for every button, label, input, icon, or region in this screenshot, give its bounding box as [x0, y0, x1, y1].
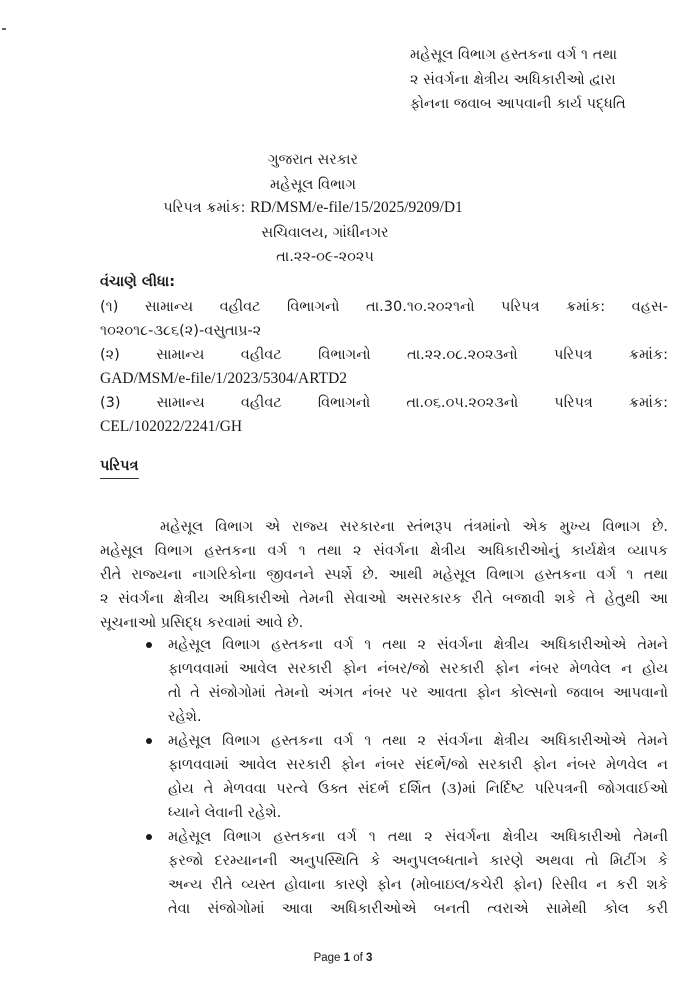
reference-line: ૧૦૨૦૧૮-૩૮૬(૨)-વસુતાપ્ર-૨ [100, 323, 262, 339]
references-title: વંચાણે લીધા: [100, 274, 176, 290]
scan-mark [2, 28, 6, 30]
intro-line: મહેસૂલ વિભાગ હસ્તકના વર્ગ ૧ તથા ૨ સંવર્ગના ક્ષેત્રીય અધિકારીઓનું કાર્યક્ષેત્ર વ્યાપક [100, 543, 668, 559]
circular-number: RD/MSM/e-file/15/2025/9209/D1 [250, 199, 463, 216]
reference-line: (3) સામાન્ય વહીવટ વિભાગનો તા.૦૬.૦૫.૨૦૨૩નો પરિપત્ર ક્રમાંક: [100, 395, 668, 411]
bullet-icon [146, 738, 152, 744]
reference-line: CEL/102022/2241/GH [100, 418, 243, 435]
intro-line: રીતે રાજ્યના નાગરિકોના જીવનને સ્પર્શે છે. આથી મહેસૂલ વિભાગ હસ્તકના વર્ગ ૧ તથા [100, 567, 668, 583]
department-name: મહેસૂલ વિભાગ [270, 177, 356, 193]
bullet-line: ફાળવવામાં આવેલ સરકારી ફોન નંબર/જો સરકારી ફોન નંબર મેળવેલ ન હોય [168, 661, 668, 677]
bullet-line: રહેશે. [168, 709, 202, 725]
subject-line: ૨ સંવર્ગના ક્ષેત્રીય અધિકારીઓ દ્વારા [410, 72, 616, 88]
date: તા.૨૨-૦૯-૨૦૨૫ [276, 249, 374, 265]
bullet-line: તેવા સંજોગોમાં આવા અધિકારીઓએ બનતી ત્વરાએ સામેથી કોલ કરી [168, 901, 668, 917]
bullet-line: ધ્યાને લેવાની રહેશે. [168, 805, 282, 821]
bullet-icon [146, 834, 152, 840]
page-number: Page 1 of 3 [313, 952, 373, 964]
bullet-line: મહેસૂલ વિભાગ હસ્તકના વર્ગ ૧ તથા ૨ સંવર્ગના ક્ષેત્રીય અધિકારીઓએ તેમને [168, 637, 668, 653]
reference-line: GAD/MSM/e-file/1/2023/5304/ARTD2 [100, 370, 348, 387]
subject-line: ફોનના જવાબ આપવાની કાર્ય પદ્ધતિ [410, 96, 626, 112]
intro-line: મહેસૂલ વિભાગ એ રાજ્ય સરકારના સ્તંભરૂપ તંત્રમાંનો એક મુખ્ય વિભાગ છે. [160, 519, 668, 535]
place: સચિવાલય, ગાંધીનગર [261, 225, 389, 241]
circular-number-line [0, 198, 656, 218]
bullet-line: અન્ય રીતે વ્યસ્ત હોવાના કારણે ફોન (મોબાઇલ/કચેરી ફોન) રિસીવ ન કરી શકે [168, 877, 668, 893]
subject-line: મહેસૂલ વિભાગ હસ્તકના વર્ગ ૧ તથા [410, 47, 618, 63]
circular-label: પરિપત્ર ક્રમાંક: [163, 200, 246, 216]
government-name: ગુજરાત સરકાર [267, 152, 359, 168]
bullet-line: તો તે સંજોગોમાં તેમનો અંગત નંબર પર આવતા ફોન કોલ્સનો જવાબ આપવાનો [168, 685, 668, 701]
bullet-line: મહેસૂલ વિભાગ હસ્તકના વર્ગ ૧ તથા ૨ સંવર્ગના ક્ષેત્રીય અધિકારીઓએ તેમને [168, 733, 668, 749]
bullet-line: મહેસૂલ વિભાગ હસ્તકના વર્ગ ૧ તથા ૨ સંવર્ગના ક્ષેત્રીય અધિકારીઓ તેમની [168, 829, 668, 845]
bullet-icon [146, 642, 152, 648]
section-heading: પરિપત્ર [100, 456, 139, 479]
reference-line: (૧) સામાન્ય વહીવટ વિભાગનો તા.30.૧૦.૨૦૨૧નો પરિપત્ર ક્રમાંક: વહસ- [100, 299, 668, 315]
bullet-line: ફાળવવામાં આવેલ સરકારી ફોન નંબર સંદર્ભે/જો સરકારી ફોન નંબર મેળવેલ ન [168, 757, 668, 773]
bullet-line: હોય તે મેળવવા પરત્વે ઉક્ત સંદર્ભ દર્શિત (૩)માં નિર્દિષ્ટ પરિપત્રની જોગવાઈઓ [168, 781, 668, 797]
reference-line: (૨) સામાન્ય વહીવટ વિભાગનો તા.૨૨.૦૮.૨૦૨૩નો પરિપત્ર ક્રમાંક: [100, 347, 668, 363]
bullet-line: ફરજો દરમ્યાનની અનુપસ્થિતિ કે અનુપલબ્ધતાને કારણે અથવા તો મિટીંગ કે [168, 853, 668, 869]
intro-line: ૨ સંવર્ગના ક્ષેત્રીય અધિકારીઓ તેમની સેવાઓ અસરકારક રીતે બજાવી શકે તે હેતુથી આ [100, 591, 668, 607]
intro-line: સૂચનાઓ પ્રસિદ્ધ કરવામાં આવે છે. [100, 615, 304, 631]
